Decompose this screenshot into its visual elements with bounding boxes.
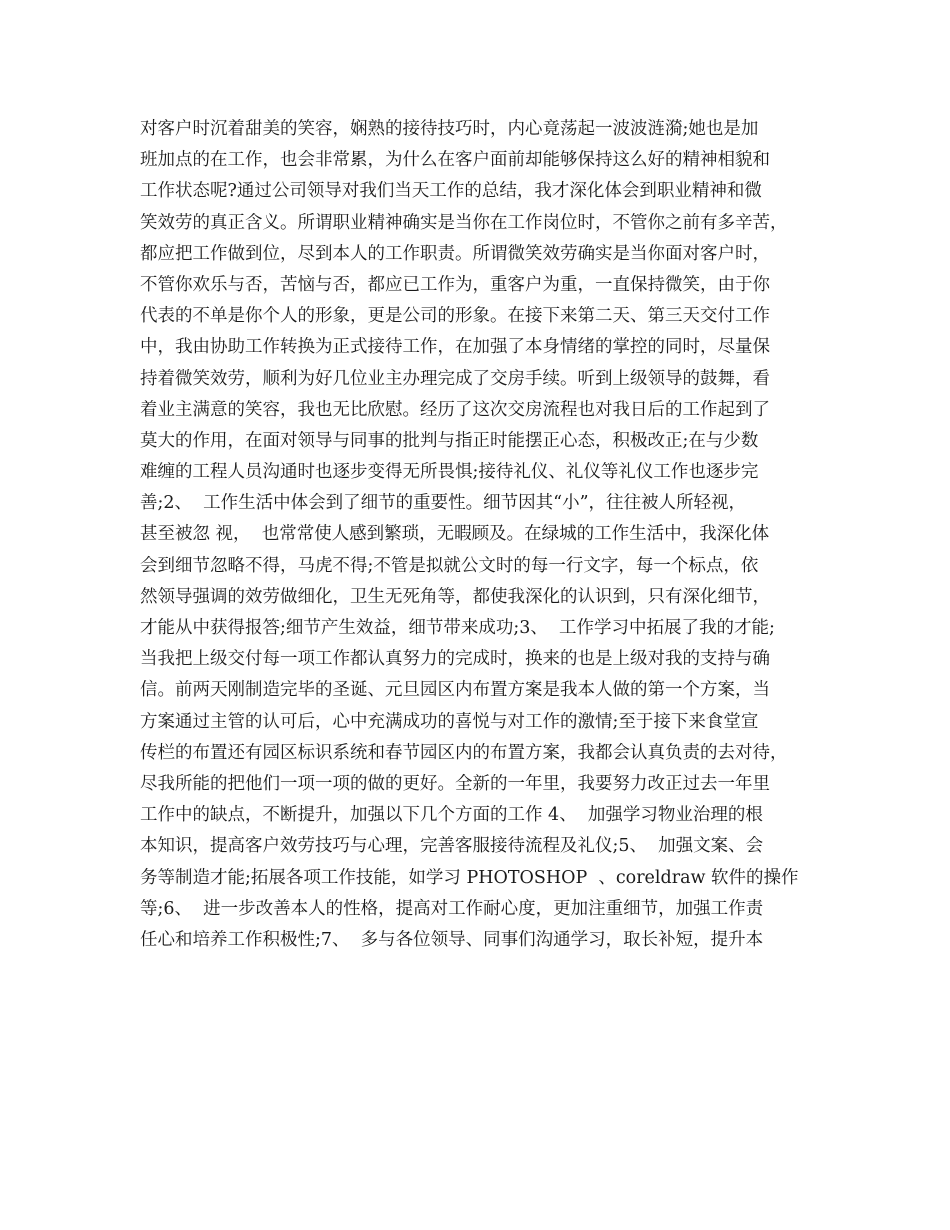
text-line-16: 然领导强调的效劳做细化，卫生无死角等，都使我深化的认识到，只有深化细节，	[140, 586, 770, 607]
text-line-18: 当我把上级交付每一项工作都认真努力的完成时，换来的也是上级对我的支持与确	[140, 649, 770, 670]
text-line-19: 信。前两天刚制造完毕的圣诞、元旦园区内布置方案是我本人做的第一个方案，当	[140, 680, 770, 701]
text-line-27: 任心和培养工作积极性;7、 多与各位领导、同事们沟通学习，取长补短，提升本	[140, 929, 764, 950]
text-line-11: 莫大的作用，在面对领导与同事的批判与指正时能摆正心态，积极改正;在与少数	[140, 430, 759, 451]
text-line-2: 班加点的在工作，也会非常累，为什么在客户面前却能够保持这么好的精神相貌和	[140, 150, 770, 171]
text-line-12: 难缠的工程人员沟通时也逐步变得无所畏惧;接待礼仪、礼仪等礼仪工作也逐步完	[140, 462, 759, 483]
text-line-13: 善;2、 工作生活中体会到了细节的重要性。细节因其“小”，往往被人所轻视，	[140, 493, 747, 514]
text-line-24: 本知识，提高客户效劳技巧与心理，完善客服接待流程及礼仪;5、 加强文案、会	[140, 836, 764, 857]
text-line-25: 务等制造才能;拓展各项工作技能，如学习 PHOTOSHOP 、coreldraw 软件的操作	[140, 867, 799, 888]
text-line-21: 传栏的布置还有园区标识系统和春节园区内的布置方案，我都会认真负责的去对待，	[140, 742, 788, 763]
text-line-14: 甚至被忽 视， 也常常使人感到繁琐，无暇顾及。在绿城的工作生活中，我深化体	[140, 524, 770, 545]
text-line-9: 持着微笑效劳，顺利为好几位业主办理完成了交房手续。听到上级领导的鼓舞，看	[140, 368, 770, 389]
text-line-15: 会到细节忽略不得，马虎不得;不管是拟就公文时的每一行文字，每一个标点，依	[140, 555, 759, 576]
text-line-4: 笑效劳的真正含义。所谓职业精神确实是当你在工作岗位时，不管你之前有多辛苦，	[140, 212, 788, 233]
body-text	[140, 114, 830, 956]
text-line-17: 才能从中获得报答;细节产生效益，细节带来成功;3、 工作学习中拓展了我的才能;	[140, 618, 775, 638]
text-line-22: 尽我所能的把他们一项一项的做的更好。全新的一年里，我要努力改正过去一年里	[140, 773, 770, 794]
text-line-23: 工作中的缺点，不断提升，加强以下几个方面的工作 4、 加强学习物业治理的根	[140, 805, 763, 826]
text-line-1: 对客户时沉着甜美的笑容，娴熟的接待技巧时，内心竟荡起一波波涟漪;她也是加	[140, 119, 759, 139]
text-line-20: 方案通过主管的认可后，心中充满成功的喜悦与对工作的激情;至于接下来食堂宣	[140, 711, 759, 732]
text-line-7: 代表的不单是你个人的形象，更是公司的形象。在接下来第二天、第三天交付工作	[140, 306, 770, 327]
text-line-5: 都应把工作做到位，尽到本人的工作职责。所谓微笑效劳确实是当你面对客户时，	[140, 243, 770, 264]
text-line-3: 工作状态呢?通过公司领导对我们当天工作的总结，我才深化体会到职业精神和微	[140, 181, 762, 202]
text-line-6: 不管你欢乐与否，苦恼与否，都应已工作为，重客户为重，一直保持微笑，由于你	[140, 274, 770, 295]
text-line-10: 着业主满意的笑容，我也无比欣慰。经历了这次交房流程也对我日后的工作起到了	[140, 399, 770, 420]
text-line-8: 中，我由协助工作转换为正式接待工作，在加强了本身情绪的掌控的同时，尽量保	[140, 337, 770, 358]
text-line-26: 等;6、 进一步改善本人的性格，提高对工作耐心度，更加注重细节，加强工作责	[140, 898, 764, 919]
